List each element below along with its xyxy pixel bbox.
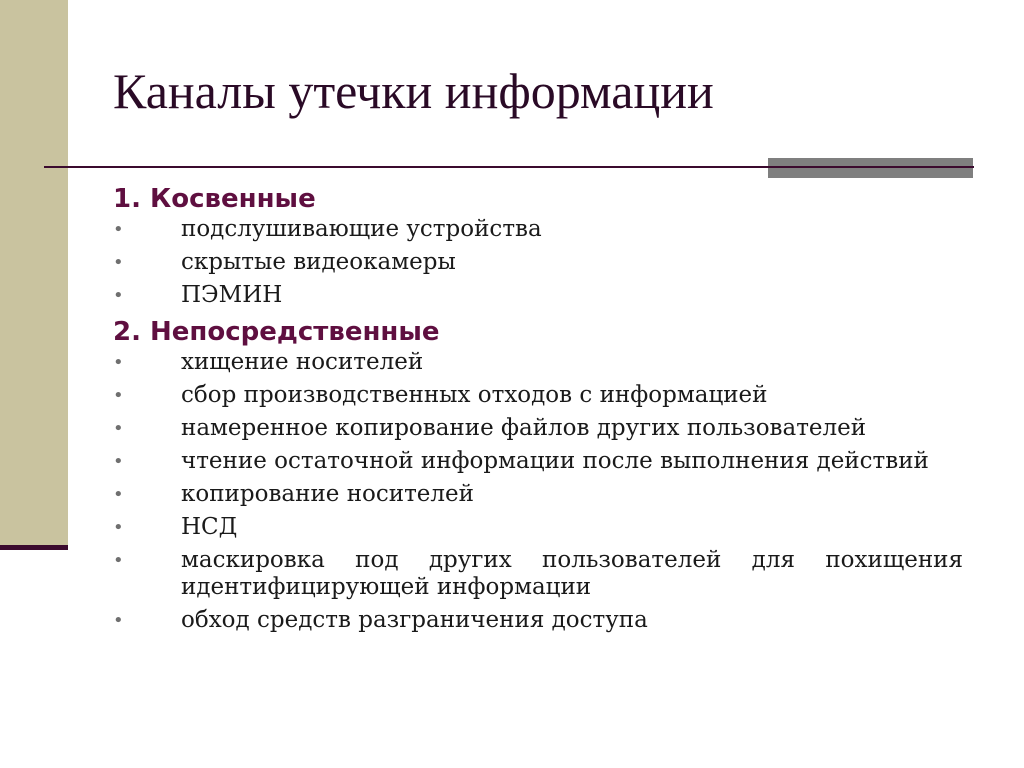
list-item-text: НСД [181, 514, 238, 540]
list-item [113, 216, 963, 243]
bullet-icon: • [113, 451, 124, 472]
list-item-text: намеренное копирование файлов других пользователей [181, 415, 867, 441]
title-rule [44, 166, 974, 168]
list-item [113, 415, 963, 442]
side-decor-band [0, 0, 68, 548]
section-heading-direct: 2. Непосредственные [113, 317, 440, 347]
list-item [113, 249, 963, 276]
bullet-icon: • [113, 252, 124, 273]
bullet-icon: • [113, 484, 124, 505]
list-item [113, 282, 963, 309]
list-item [113, 547, 963, 601]
list-item [113, 481, 963, 508]
list-item [113, 448, 963, 475]
list-item [113, 382, 963, 409]
list-item-text: обход средств разграничения доступа [181, 607, 648, 633]
bullet-icon: • [113, 385, 124, 406]
section-heading-indirect: 1. Косвенные [113, 184, 316, 214]
list-item-text: сбор производственных отходов с информацией [181, 382, 768, 408]
list-item [113, 514, 963, 541]
list-item-text: маскировка под других пользователей для похищения идентифицирующей информации [181, 547, 963, 600]
bullet-icon: • [113, 418, 124, 439]
bullet-icon: • [113, 517, 124, 538]
list-item-text: подслушивающие устройства [181, 216, 542, 242]
bullet-icon: • [113, 219, 124, 240]
list-item [113, 349, 963, 376]
title-rule-accent [768, 158, 973, 178]
list-item-text: чтение остаточной информации после выполнения действий [181, 448, 929, 474]
side-decor-line [0, 545, 68, 550]
list-item-text: скрытые видеокамеры [181, 249, 456, 275]
direct-list [113, 349, 963, 634]
bullet-icon: • [113, 352, 124, 373]
bullet-icon: • [113, 610, 124, 631]
list-item-text: хищение носителей [181, 349, 424, 375]
list-item [113, 607, 963, 634]
indirect-list [113, 216, 963, 309]
bullet-icon: • [113, 285, 124, 306]
list-item-text: ПЭМИН [181, 282, 283, 308]
bullet-icon: • [113, 550, 124, 571]
slide-title: Каналы утечки информации [113, 63, 714, 119]
list-item-text: копирование носителей [181, 481, 474, 507]
slide-content [113, 182, 963, 640]
